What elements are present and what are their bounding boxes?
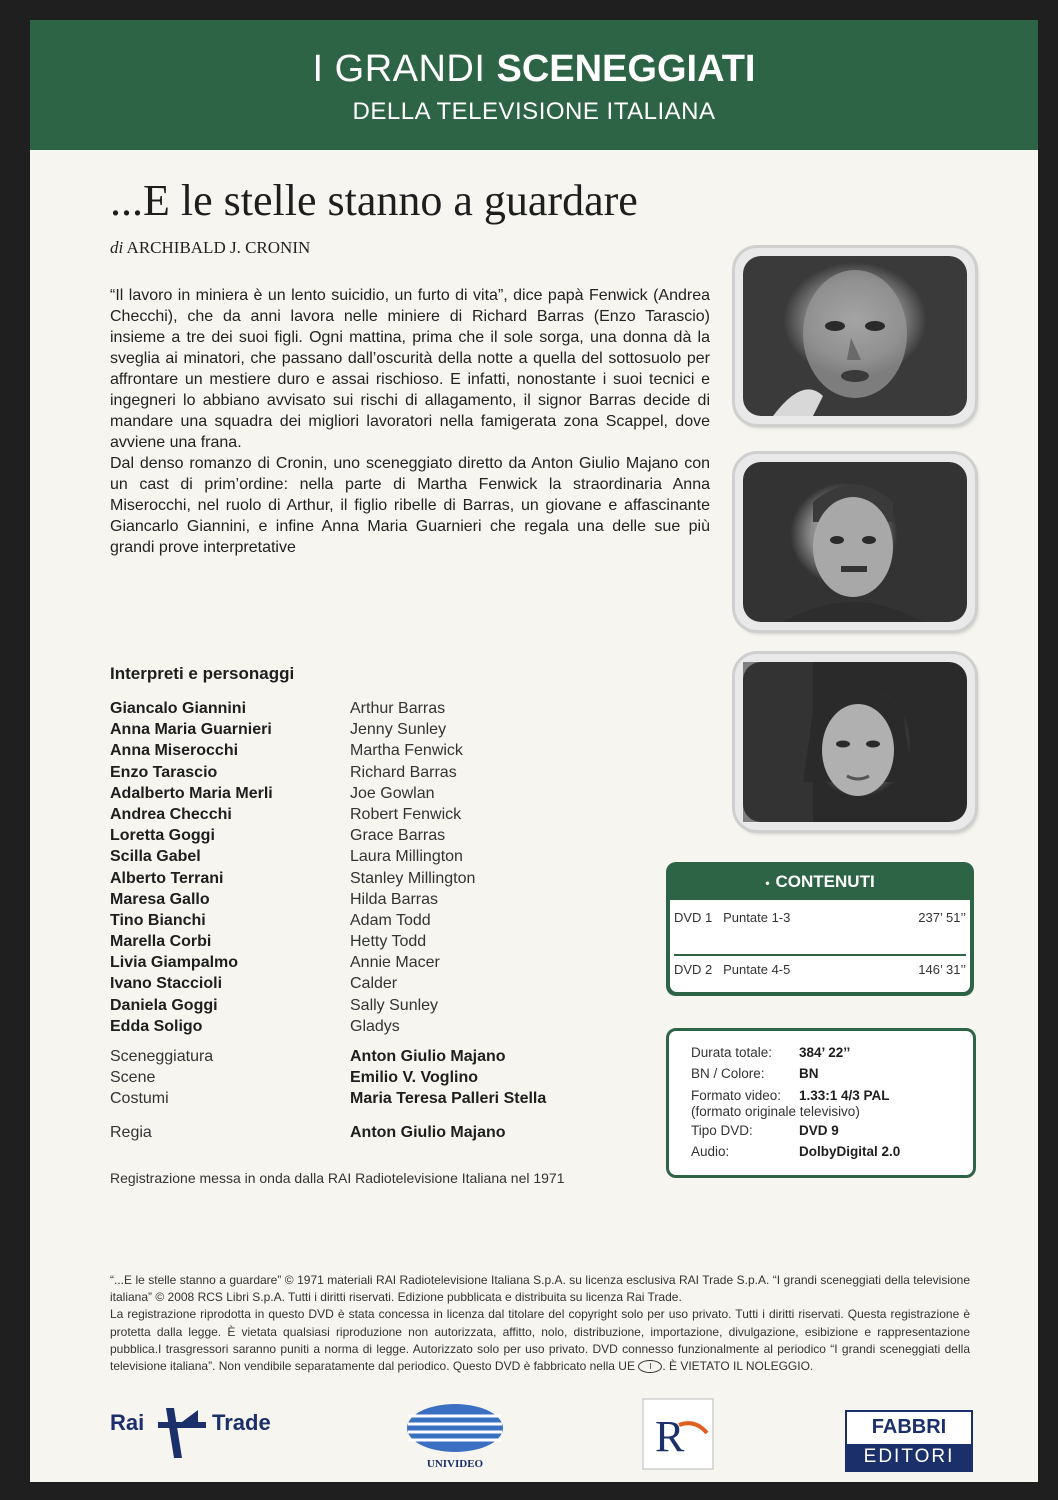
spec-note: (formato originale televisivo) <box>691 1104 860 1119</box>
spec-label: Audio: <box>691 1144 730 1159</box>
technical-specs <box>666 1028 976 1178</box>
program-title: ...E le stelle stanno a guardare <box>110 176 638 225</box>
actor-name: Anna Miserocchi <box>110 742 239 760</box>
synopsis-paragraph-1: “Il lavoro in miniera è un lento suicidio, un furto di vita”, dice papà Fenwick (Andrea Checchi), che da anni lavora nelle miniere di Richard Barras (Enzo Tarascio) insieme a tre dei suoi figli. Ogni mattina, prima che il sole sorga, una donna dà la sveglia ai minatori, che passano dall’oscurità della notte a quella del sottosuolo per affrontare un mestiere duro e assai rischioso. E infatti, nonostante i suoi tecnici e ingegneri lo abbiano avvisato sui rischi di allagamento, il signor Barras decide di mandare una squadra dei migliori lavoratori nella famigerata zona Scappel, dove avviene una frana. <box>110 287 710 451</box>
actor-name: Maresa Gallo <box>110 890 210 908</box>
still-image-miner <box>743 256 967 416</box>
video-logo <box>635 1395 725 1475</box>
synopsis-paragraph-2: Dal denso romanzo di Cronin, uno sceneggiato diretto da Anton Giulio Majano con un cast di prim’ordine: nella parte di Martha Fenwick la straordinaria Anna Miserocchi, nel ruolo di Arthur, il figlio ribelle di Barras, un giovane e affascinante Giancarlo Giannini, e infine Anna Maria Guarnieri che regala una delle sue più grandi prove interpretative <box>110 455 710 556</box>
crew-label: Scene <box>110 1069 156 1087</box>
legal-notice <box>110 1272 970 1375</box>
series-prefix: I GRANDI <box>312 48 486 90</box>
author-name: ARCHIBALD J. CRONIN <box>126 238 311 257</box>
role-name: Arthur Barras <box>350 700 446 717</box>
disc-row <box>674 910 966 925</box>
disc-duration: 146’ 31’’ <box>918 962 966 977</box>
role-name: Grace Barras <box>350 827 446 845</box>
direction-value: Anton Giulio Majano <box>350 1123 506 1141</box>
actor-name: Daniela Goggi <box>110 996 218 1014</box>
svg-text:R: R <box>655 1412 685 1461</box>
disc-duration: 237’ 51’’ <box>918 910 966 925</box>
rai-trade-logo: Rai Trade <box>110 1400 290 1460</box>
author-prefix: di <box>110 238 124 257</box>
role-name: Jenny Sunley <box>350 721 447 739</box>
role-name: Calder <box>350 975 398 993</box>
role-name: Gladys <box>350 1017 400 1035</box>
author-line <box>110 238 310 258</box>
actor-name: Loretta Goggi <box>110 827 215 845</box>
actor-name: Ivano Staccioli <box>110 975 223 993</box>
divider <box>674 954 966 956</box>
role-name: Martha Fenwick <box>350 742 463 760</box>
disc-number: DVD 2 <box>674 962 713 977</box>
spec-value: DolbyDigital 2.0 <box>799 1144 901 1159</box>
actor-name: Enzo Tarascio <box>110 763 218 781</box>
direction-label: Regia <box>110 1123 152 1141</box>
crew-values <box>350 1046 546 1143</box>
actor-name: Andrea Checchi <box>110 805 232 823</box>
role-name: Annie Macer <box>350 954 440 972</box>
contents-box <box>666 862 974 996</box>
disc-number: DVD 1 <box>674 910 713 925</box>
video-r-mark-icon <box>635 1395 725 1475</box>
rai-trade-mark-icon <box>152 1400 212 1460</box>
disc-episodes: Puntate 1-3 <box>723 910 791 925</box>
crew-labels <box>110 1046 213 1143</box>
spec-label: BN / Colore: <box>691 1066 765 1081</box>
series-subtitle: DELLA TELEVISIONE ITALIANA <box>352 98 716 125</box>
spec-label: Durata totale: <box>691 1045 773 1060</box>
actor-name: Tino Bianchi <box>110 911 206 929</box>
actor-name: Livia Giampalmo <box>110 954 239 972</box>
role-name: Laura Millington <box>350 848 463 866</box>
contents-heading: • CONTENUTI <box>765 872 875 891</box>
role-name: Stanley Millington <box>350 869 476 887</box>
actor-name: Edda Soligo <box>110 1017 203 1035</box>
series-title <box>30 48 1038 91</box>
series-main: SCENEGGIATI <box>496 48 756 90</box>
univideo-mark-icon <box>400 1398 510 1456</box>
crew-value: Anton Giulio Majano <box>350 1048 506 1065</box>
crew-value: Maria Teresa Palleri Stella <box>350 1090 547 1108</box>
actor-name: Alberto Terrani <box>110 869 224 887</box>
spec-value: DVD 9 <box>799 1123 839 1138</box>
role-name: Hilda Barras <box>350 890 439 908</box>
series-header <box>30 20 1038 150</box>
actor-name: Adalberto Maria Merli <box>110 784 273 802</box>
univideo-logo: UNIVIDEO <box>400 1398 510 1478</box>
license-paragraph: La registrazione riprodotta in questo DVD è stata concessa in licenza dal titolare del copyright solo per uso privato. Tutti i diritti riservati. Questa registrazione è protetta dalla legge. È vietata qualsiasi riproduzione non autorizzata, affitto, nolo, distribuzione, importazione, divulgazione, esibizione e rappresentazione pubblica.I trasgressori saranno puniti a norma di legge. Autorizzato solo per uso privato. DVD connesso funzionalmente al periodico “I grandi sceneggiati della televisione italiana”. Non vendibile separatamente dal periodico. Questo DVD è fabbricato nella UE I . È VIETATO IL NOLEGGIO. <box>110 1307 970 1374</box>
actor-name: Scilla Gabel <box>110 848 201 866</box>
role-name: Joe Gowlan <box>350 784 435 802</box>
spec-value: 1.33:1 4/3 PAL <box>799 1088 890 1103</box>
crew-label: Sceneggiatura <box>110 1048 214 1065</box>
disc-episodes: Puntate 4-5 <box>723 962 791 977</box>
spec-value: BN <box>799 1066 819 1081</box>
actor-name: Marella Corbi <box>110 933 212 951</box>
still-frame-2 <box>735 454 975 630</box>
disc-row <box>674 962 966 977</box>
actor-name: Giancalo Giannini <box>110 700 247 717</box>
role-name: Adam Todd <box>350 911 431 929</box>
still-frame-1 <box>735 248 975 424</box>
role-name: Richard Barras <box>350 763 457 781</box>
crew-label: Costumi <box>110 1090 169 1108</box>
actor-name: Anna Maria Guarnieri <box>110 721 272 739</box>
role-name: Sally Sunley <box>350 996 439 1014</box>
crew-value: Emilio V. Voglino <box>350 1069 479 1087</box>
synopsis <box>110 285 710 558</box>
broadcast-note: Registrazione messa in onda dalla RAI Radiotelevisione Italiana nel 1971 <box>110 1170 565 1186</box>
ue-seal-icon: I <box>638 1360 662 1373</box>
fabbri-editori-logo: FABBRI EDITORI <box>845 1410 973 1472</box>
role-list <box>350 698 475 1037</box>
still-frame-3 <box>735 654 975 830</box>
spec-label: Formato video: <box>691 1088 782 1103</box>
spec-value: 384’ 22’’ <box>799 1045 851 1060</box>
back-cover-sheet <box>30 20 1038 1482</box>
actor-list <box>110 698 273 1037</box>
cast-heading: Interpreti e personaggi <box>110 664 295 683</box>
still-image-man <box>743 462 967 622</box>
still-image-woman <box>743 662 967 822</box>
copyright-paragraph: “...E le stelle stanno a guardare” © 1971 materiali RAI Radiotelevisione Italiana S.p.A. su licenza esclusiva RAI Trade S.p.A. “I grandi sceneggiati della televisione italiana” © 2008 RCS Libri S.p.A. Tutti i diritti riservati. Edizione pubblicata e distribuita su licenza Rai Trade. <box>110 1273 970 1305</box>
spec-label: Tipo DVD: <box>691 1123 753 1138</box>
role-name: Hetty Todd <box>350 933 427 951</box>
role-name: Robert Fenwick <box>350 805 462 823</box>
